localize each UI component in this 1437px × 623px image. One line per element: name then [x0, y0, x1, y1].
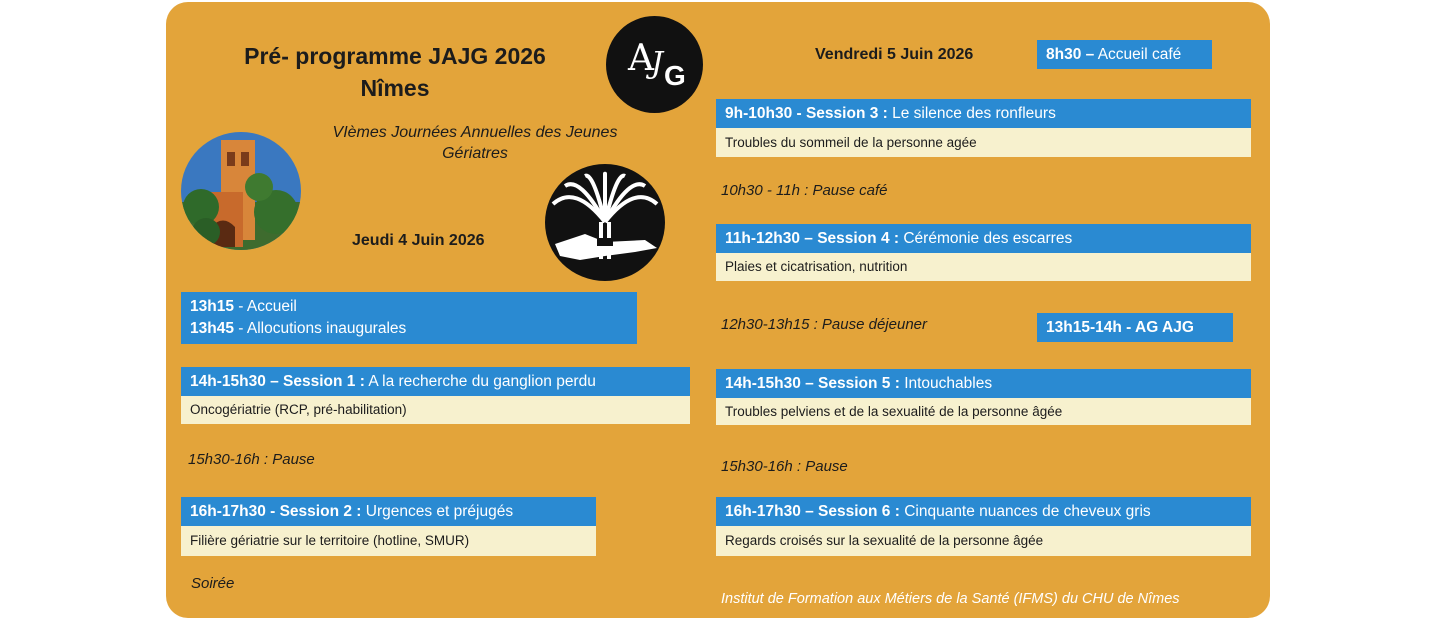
session-2-description: Filière gériatrie sur le territoire (hotline, SMUR)	[181, 526, 596, 556]
friday-coffee-break: 10h30 - 11h : Pause café	[721, 182, 888, 199]
welcome-line-accueil: 13h15 - Accueil	[190, 298, 297, 315]
logo-letter-g: G	[664, 60, 686, 91]
ajg-logo	[606, 16, 703, 113]
crocodile-palm-icon	[545, 164, 665, 281]
subtitle-line-2: Gériatres	[442, 145, 508, 162]
thursday-pause: 15h30-16h : Pause	[188, 451, 315, 468]
page-title	[230, 40, 560, 104]
event-subtitle	[300, 122, 650, 164]
welcome-line-allocutions: 13h45 - Allocutions inaugurales	[190, 320, 407, 337]
session-5-description: Troubles pelviens et de la sexualité de la personne âgée	[716, 398, 1251, 425]
tower-illustration	[181, 132, 301, 250]
friday-lunch-break: 12h30-13h15 : Pause déjeuner	[721, 316, 928, 333]
logo-letter-j: J	[651, 46, 664, 81]
session-1-description: Oncogériatrie (RCP, pré-habilitation)	[181, 396, 690, 424]
nimes-crocodile-emblem	[545, 164, 665, 281]
logo-letter-a: A	[628, 38, 654, 79]
nimes-tower-photo	[181, 132, 301, 250]
title-line-1: Pré- programme JAJG 2026	[244, 43, 546, 69]
session-4-header: 11h-12h30 – Session 4 : Cérémonie des escarres	[716, 224, 1251, 253]
session-2-header: 16h-17h30 - Session 2 : Urgences et préjugés	[181, 497, 596, 526]
title-line-2: Nîmes	[360, 75, 430, 101]
subtitle-line-1: VIèmes Journées Annuelles des Jeunes	[332, 124, 618, 141]
session-3-description: Troubles du sommeil de la personne agée	[716, 128, 1251, 157]
session-4-description: Plaies et cicatrisation, nutrition	[716, 253, 1251, 281]
session-6-header: 16h-17h30 – Session 6 : Cinquante nuances de cheveux gris	[716, 497, 1251, 526]
session-6-description: Regards croisés sur la sexualité de la personne âgée	[716, 526, 1251, 556]
friday-welcome: 8h30 – Accueil café	[1037, 40, 1212, 69]
session-3-header: 9h-10h30 - Session 3 : Le silence des ronfleurs	[716, 99, 1251, 128]
session-5-header: 14h-15h30 – Session 5 : Intouchables	[716, 369, 1251, 398]
friday-ag-ajg: 13h15-14h - AG AJG	[1037, 313, 1233, 342]
thursday-evening: Soirée	[191, 575, 235, 592]
thursday-date: Jeudi 4 Juin 2026	[352, 232, 485, 249]
thursday-welcome-block	[181, 292, 637, 344]
friday-date: Vendredi 5 Juin 2026	[815, 46, 974, 63]
session-1-header: 14h-15h30 – Session 1 : A la recherche du ganglion perdu	[181, 367, 690, 396]
venue-footer: Institut de Formation aux Métiers de la Santé (IFMS) du CHU de Nîmes	[721, 591, 1180, 607]
friday-afternoon-pause: 15h30-16h : Pause	[721, 458, 848, 475]
